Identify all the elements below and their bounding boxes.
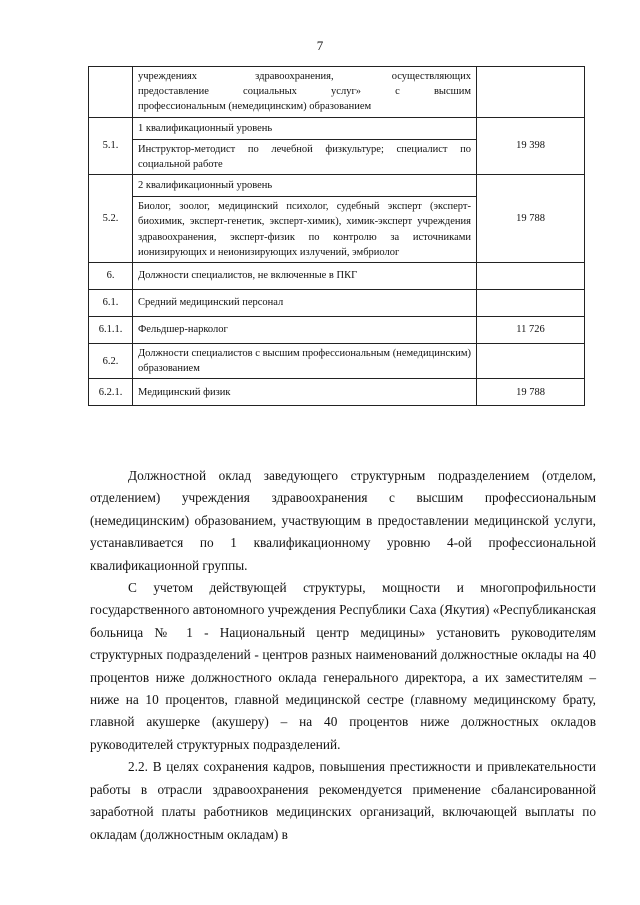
paragraph: С учетом действующей структуры, мощности и многопрофильности государственного автономного учреждения Республики Саха (Якутия) «Республиканская больница № 1 - Национальный центр медицины» установить руководителям структурных подразделений - центров разных наименований должностные оклады на 40 процентов ниже должностного оклада генерального директора, а их заместителям – ниже на 10 процентов, главной медицинской сестре (главному медицинскому брату, главной акушерке (акушеру) – на 40 процентов ниже должностных окладов руководителей структурных подразделений. xyxy=(90,580,596,752)
salary-cell: 19 788 xyxy=(477,175,585,263)
table-row xyxy=(89,316,585,343)
section-title-cell: Должности специалистов, не включенные в ПКГ xyxy=(133,262,477,289)
positions-cell: Биолог, зоолог, медицинский психолог, судебный эксперт (эксперт-биохимик, эксперт-генетик, эксперт-химик), химик-эксперт учреждения здравоохранения, эксперт-физик по контролю за источниками ионизирующих и неионизирующих излучений, эмбриолог xyxy=(133,197,477,263)
body-text xyxy=(90,465,596,846)
paragraph: 2.2. В целях сохранения кадров, повышения престижности и привлекательности работы в отрасли здравоохранения рекомендуется применение сбалансированной заработной платы работников медицинских организаций, включающей выплаты по окладам (должностным окладам) в xyxy=(90,759,596,842)
text-line: профессиональным (немедицинским) образованием xyxy=(138,101,372,113)
table-row xyxy=(89,117,585,139)
qualification-level-cell: 1 квалификационный уровень xyxy=(133,117,477,139)
row-number-cell: 6.1. xyxy=(89,289,133,316)
row-number-cell: 6.1.1. xyxy=(89,316,133,343)
table-row xyxy=(89,175,585,197)
salary-cell xyxy=(477,289,585,316)
paragraph: Должностной оклад заведующего структурным подразделением (отделом, отделением) учреждения здравоохранения с высшим профессиональным (немедицинским) образованием, участвующим в предоставлении медицинской услуги, устанавливается по 1 квалификационному уровню 4-ой профессиональной квалификационной группы. xyxy=(90,468,596,573)
salary-cell xyxy=(477,343,585,378)
position-cell: Медицинский физик xyxy=(133,379,477,406)
salary-cell xyxy=(477,262,585,289)
row-number-cell: 6. xyxy=(89,262,133,289)
table-row xyxy=(89,262,585,289)
text-line: учреждениях здравоохранения, осуществляющих xyxy=(138,71,471,82)
section-title-cell: Средний медицинский персонал xyxy=(133,289,477,316)
position-cell: Фельдшер-нарколог xyxy=(133,316,477,343)
row-number-cell: 6.2. xyxy=(89,343,133,378)
page-number: 7 xyxy=(316,38,324,53)
row-number-cell: 6.2.1. xyxy=(89,379,133,406)
table-row xyxy=(89,379,585,406)
salary-cell: 11 726 xyxy=(477,316,585,343)
salary-cell: 19 788 xyxy=(477,379,585,406)
salary-cell: 19 398 xyxy=(477,117,585,174)
position-group-cell xyxy=(133,67,477,118)
table-row xyxy=(89,289,585,316)
table-row xyxy=(89,67,585,118)
section-title-cell: Должности специалистов с высшим профессиональным (немедицинским) образованием xyxy=(133,343,477,378)
positions-cell: Инструктор-методист по лечебной физкультуре; специалист по социальной работе xyxy=(133,139,477,174)
row-number-cell: 5.1. xyxy=(89,117,133,174)
text-line: предоставление социальных услуг» с высшим xyxy=(138,86,471,98)
salary-cell xyxy=(477,67,585,118)
row-number-cell: 5.2. xyxy=(89,175,133,263)
salary-table xyxy=(88,66,585,406)
table-row xyxy=(89,343,585,378)
row-number-cell xyxy=(89,67,133,118)
qualification-level-cell: 2 квалификационный уровень xyxy=(133,175,477,197)
